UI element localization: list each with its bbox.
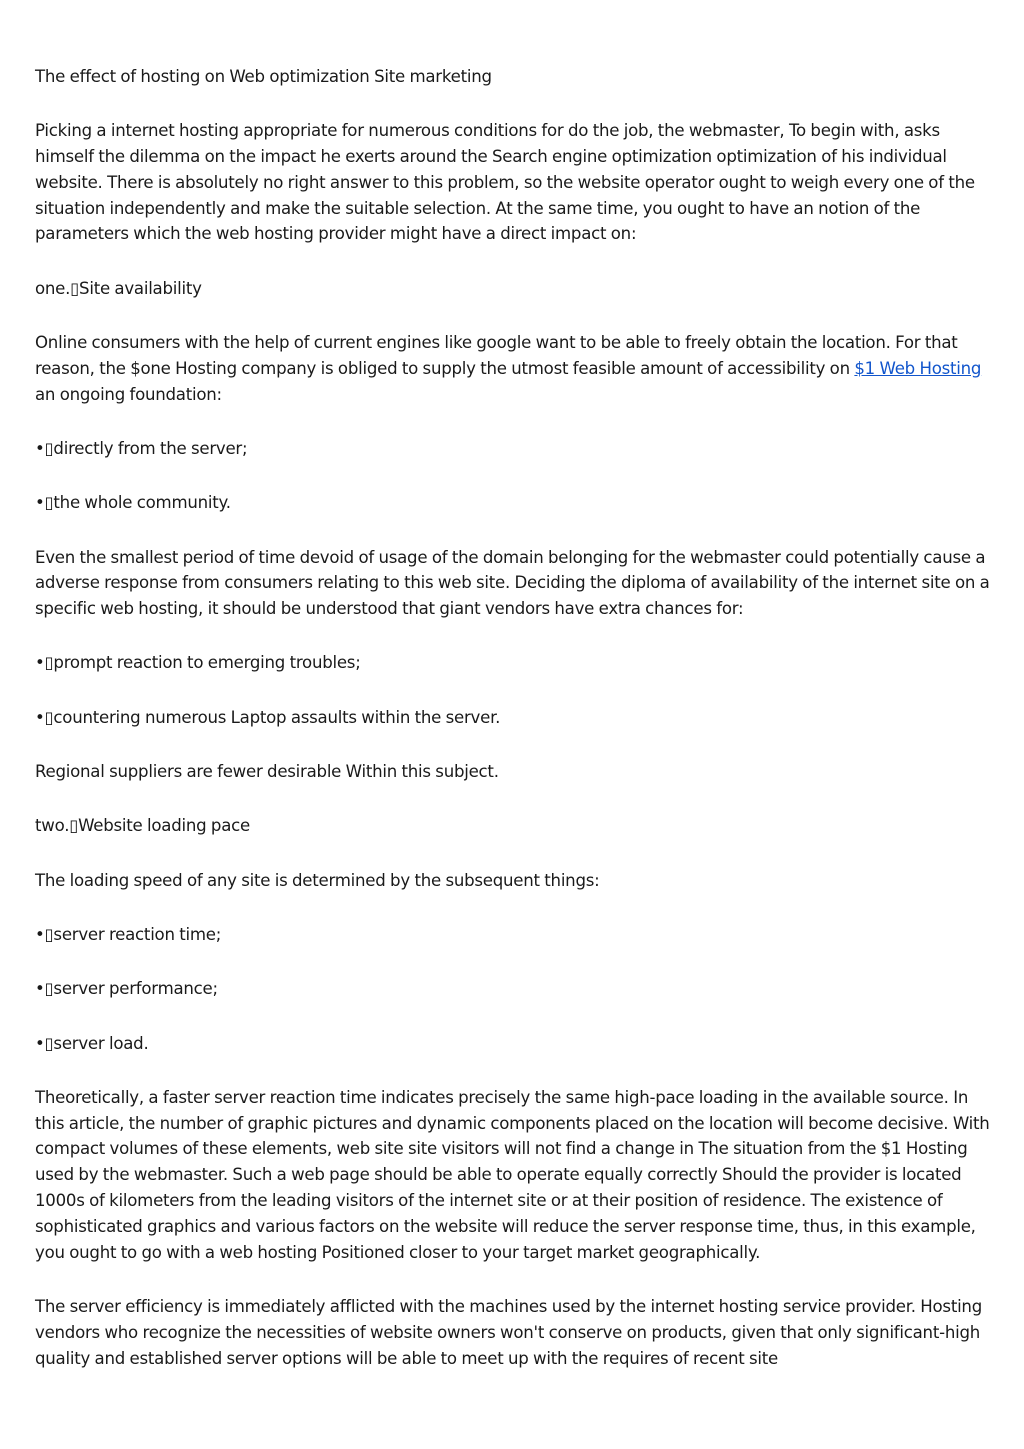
list-item-text: prompt reaction to emerging troubles; (53, 653, 361, 673)
intro-paragraph: Picking a internet hosting appropriate for numerous conditions for do the job, the webmaster, To begin with, asks himself the dilemma on the impact he exerts around the Search engine optimization optimization of his individual website. There is absolutely no right answer to this problem, so the website operator ought to weigh every one of the situation independently and make the suitable selection. At the same time, you ought to have an notion of the parameters which the web hosting provider might have a direct impact on: (35, 121, 975, 244)
web-hosting-link[interactable]: $1 Web Hosting (854, 358, 982, 378)
regional-suppliers-paragraph: Regional suppliers are fewer desirable Within this subject. (35, 762, 499, 782)
section-heading-loading-pace (35, 813, 990, 839)
paragraph-text: an ongoing foundation: (35, 384, 222, 404)
list-item (35, 976, 990, 1002)
bullet-marker: •▯ (35, 653, 54, 673)
list-number-marker: one.▯ (35, 278, 80, 298)
list-item (35, 436, 990, 462)
list-item (35, 922, 990, 948)
list-item-text: directly from the server; (53, 438, 248, 458)
loading-speed-paragraph: The loading speed of any site is determined by the subsequent things: (35, 870, 600, 890)
bullet-marker: •▯ (35, 438, 54, 458)
list-item-text: server reaction time; (53, 924, 222, 944)
list-item-text: the whole community. (53, 493, 231, 513)
list-item (35, 1031, 990, 1057)
bullet-marker: •▯ (35, 924, 54, 944)
list-item-text: server performance; (53, 979, 218, 999)
server-efficiency-paragraph: The server efficiency is immediately afflicted with the machines used by the internet hosting service provider. Hosting vendors who recognize the necessities of website owners won't conserve on products, given that only significant-high quality and established server options will be able to meet up with the requires of recent site (35, 1296, 982, 1368)
list-item-text: server load. (53, 1033, 149, 1053)
section-heading-text: Site availability (79, 278, 202, 298)
list-item-text: countering numerous Laptop assaults within the server. (53, 707, 501, 727)
bullet-marker: •▯ (35, 979, 54, 999)
response-time-paragraph: Theoretically, a faster server reaction time indicates precisely the same high-pace loading in the available source. In this article, the number of graphic pictures and dynamic components placed on the location will become decisive. With compact volumes of these elements, web site site visitors will not find a change in The situation from the $1 Hosting used by the webmaster. Such a web page should be able to operate equally correctly Should the provider is located 1000s of kilometers from the leading visitors of the internet site or at their position of residence. The existence of sophisticated graphics and various factors on the website will reduce the server response time, thus, in this example, you ought to go with a web hosting Positioned closer to your target market geographically. (35, 1087, 990, 1262)
availability-paragraph (35, 330, 990, 407)
bullet-marker: •▯ (35, 1033, 54, 1053)
paragraph-text: Online consumers with the help of current engines like google want to be able to freely obtain the location. For that reason, the $one Hosting company is obliged to supply the utmost feasible amount of accessibility on (35, 333, 958, 378)
section-heading-site-availability (35, 276, 990, 302)
list-item (35, 490, 990, 516)
downtime-paragraph: Even the smallest period of time devoid of usage of the domain belonging for the webmaster could potentially cause a adverse response from consumers relating to this web site. Deciding the diploma of availability of the internet site on a specific web hosting, it should be understood that giant vendors have extra chances for: (35, 547, 990, 619)
list-number-marker: two.▯ (35, 816, 79, 836)
list-item (35, 705, 990, 731)
bullet-marker: •▯ (35, 707, 54, 727)
bullet-marker: •▯ (35, 493, 54, 513)
section-heading-text: Website loading pace (78, 816, 250, 836)
list-item (35, 650, 990, 676)
document-title: The effect of hosting on Web optimization Site marketing (35, 67, 492, 86)
